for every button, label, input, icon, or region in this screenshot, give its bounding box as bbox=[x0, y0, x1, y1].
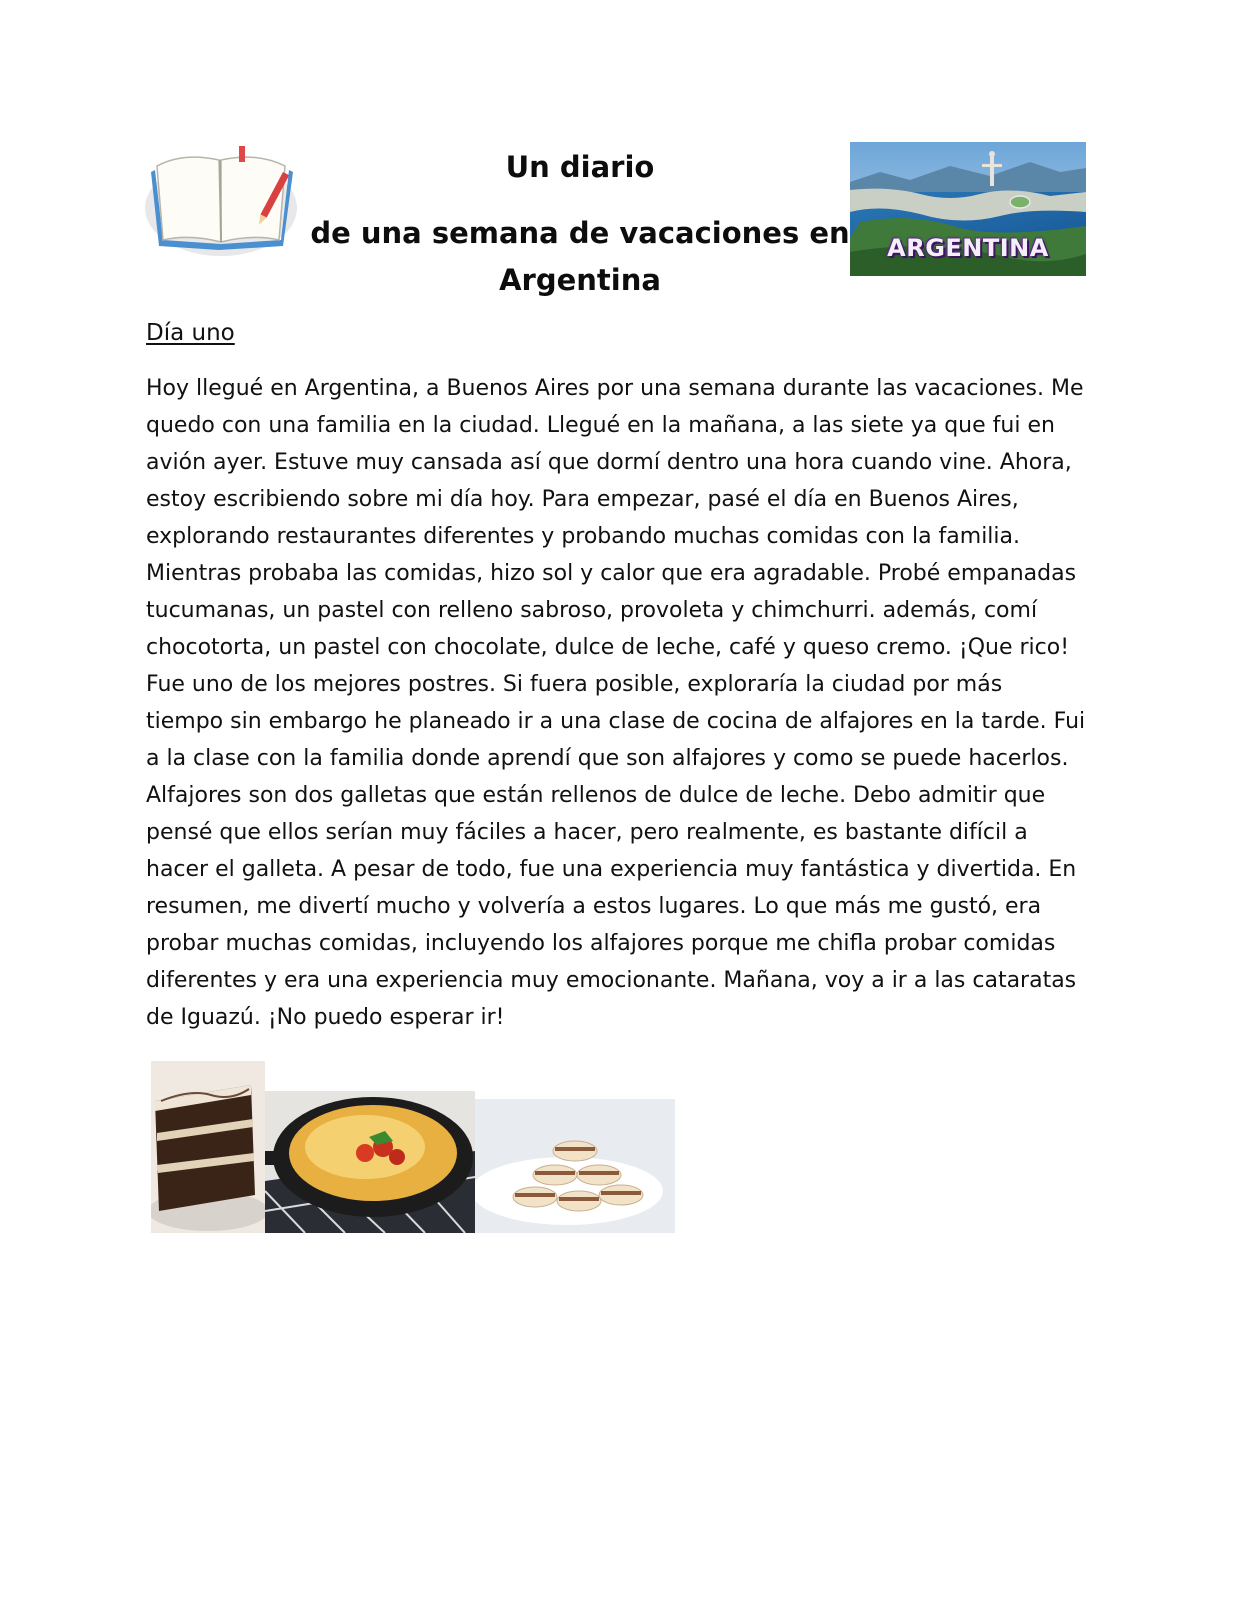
food-photos bbox=[151, 1061, 676, 1233]
argentina-photo bbox=[850, 142, 1086, 276]
title-line-2: de una semana de vacaciones en Argentina bbox=[310, 216, 850, 297]
title-line-1: Un diario bbox=[505, 150, 655, 184]
open-book-icon bbox=[143, 142, 299, 258]
document-title bbox=[310, 148, 850, 304]
alfajores-photo bbox=[475, 1099, 675, 1233]
chocotorta-photo bbox=[151, 1061, 265, 1233]
day-heading: Día uno bbox=[146, 320, 235, 346]
diary-paragraph: Hoy llegué en Argentina, a Buenos Aires por una semana durante las vacaciones. Me quedo con una familia en la ciudad. Llegué en la mañana, a las siete ya que fui en avión ayer. Estuve muy cansada así que dormí dentro una hora cuando vine. Ahora, estoy escribiendo sobre mi día hoy. Para empezar, pasé el día en Buenos Aires, explorando restaurantes diferentes y probando muchas comidas con la familia. Mientras probaba las comidas, hizo sol y calor que era agradable. Probé empanadas tucumanas, un pastel con relleno sabroso, provoleta y chimchurri. además, comí chocotorta, un pastel con chocolate, dulce de leche, café y queso cremo. ¡Que rico! Fue uno de los mejores postres. Si fuera posible, exploraría la ciudad por más tiempo sin embargo he planeado ir a una clase de cocina de alfajores en la tarde. Fui a la clase con la familia donde aprendí que son alfajores y como se puede hacerlos. Alfajores son dos galletas que están rellenos de dulce de leche. Debo admitir que pensé que ellos serían muy fáciles a hacer, pero realmente, es bastante difícil a hacer el galleta. A pesar de todo, fue una experiencia muy fantástica y divertida. En resumen, me divertí mucho y volvería a estos lugares. Lo que más me gustó, era probar muchas comidas, incluyendo los alfajores porque me chifla probar comidas diferentes y era una experiencia muy emocionante. Mañana, voy a ir a las cataratas de Iguazú. ¡No puedo esperar ir! bbox=[146, 376, 1086, 1030]
provoleta-photo bbox=[265, 1091, 475, 1233]
argentina-photo-label: ARGENTINA bbox=[887, 234, 1049, 262]
